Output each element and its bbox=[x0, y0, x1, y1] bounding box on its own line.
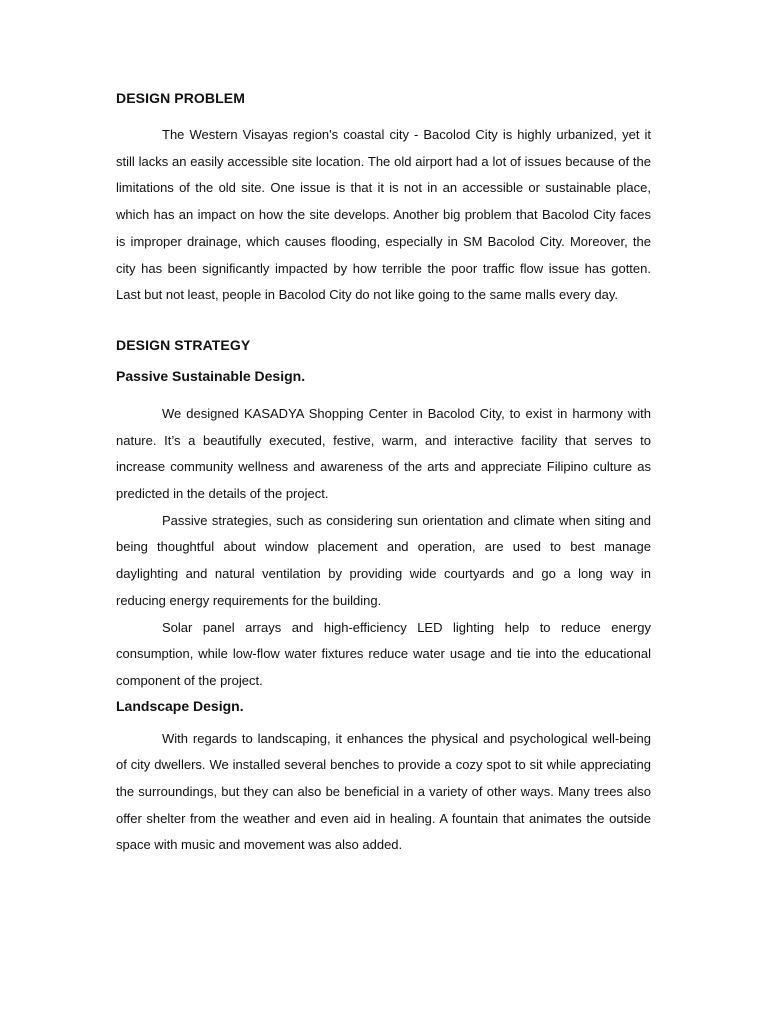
passive-paragraph-3: Solar panel arrays and high-efficiency LED lighting help to reduce energy consumption, while low-flow water fixtures reduce water usage and tie into the educational component of the project. bbox=[116, 619, 651, 688]
design-problem-paragraph: The Western Visayas region's coastal city - Bacolod City is highly urbanized, yet it still lacks an easily accessible site location. The old airport had a lot of issues because of the limitations of the old site. One issue is that it is not in an accessible or sustainable place, which has an impact on how the site develops. Another big problem that Bacolod City faces is improper drainage, which causes flooding, especially in SM Bacolod City. Moreover, the city has been significantly impacted by how terrible the poor traffic flow issue has gotten. Last but not least, people in Bacolod City do not like going to the same malls every day. bbox=[116, 127, 651, 303]
passive-paragraph-1: We designed KASADYA Shopping Center in Bacolod City, to exist in harmony with nature. It’s a beautifully executed, festive, warm, and interactive facility that serves to increase community wellness and awareness of the arts and appreciate Filipino culture as predicted in the details of the project. bbox=[116, 405, 651, 502]
landscape-design-heading: Landscape Design. bbox=[116, 697, 244, 714]
design-problem-heading: DESIGN PROBLEM bbox=[116, 90, 245, 106]
landscape-paragraph: With regards to landscaping, it enhances the physical and psychological well-being of city dwellers. We installed several benches to provide a cozy spot to sit while appreciating the surroundings, but they can also be beneficial in a variety of other ways. Many trees also offer shelter from the weather and even aid in healing. A fountain that animates the outside space with music and movement was also added. bbox=[116, 730, 651, 853]
passive-paragraph-2: Passive strategies, such as considering sun orientation and climate when siting and being thoughtful about window placement and operation, are used to best manage daylighting and natural ventilation by providing wide courtyards and go a long way in reducing energy requirements for the building. bbox=[116, 512, 651, 608]
passive-design-heading: Passive Sustainable Design. bbox=[116, 367, 306, 384]
document-page bbox=[116, 88, 651, 859]
design-strategy-heading: DESIGN STRATEGY bbox=[116, 336, 251, 353]
